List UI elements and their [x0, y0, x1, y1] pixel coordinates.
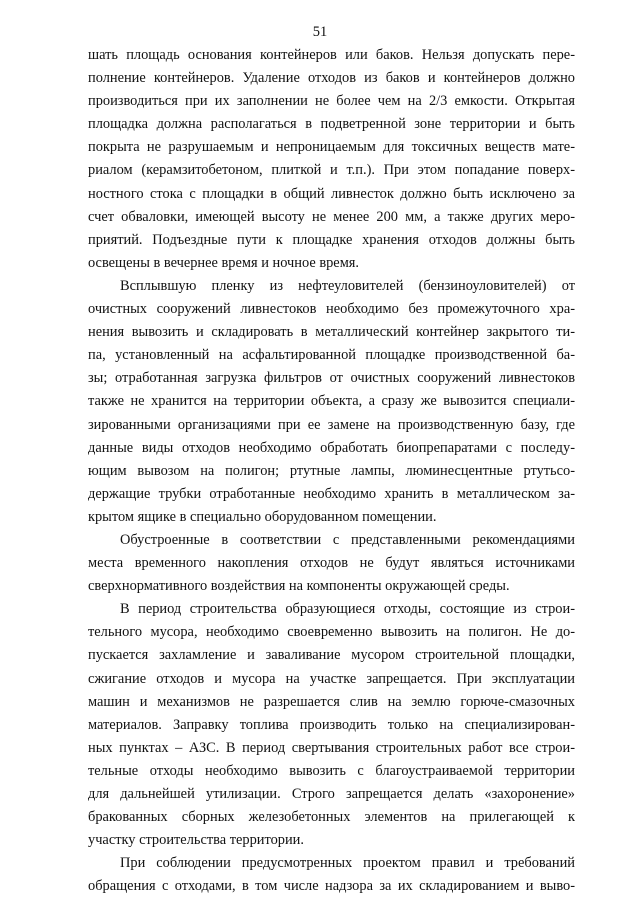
text-line: материалов. Заправку топлива производить только на специализирован-: [88, 716, 575, 733]
text-line: тельные отходы необходимо вывозить с благоустраиваемой территории: [88, 762, 575, 779]
text-line: держащие трубки отработанные необходимо хранить в металлическом за-: [88, 485, 575, 502]
text-line: производиться при их заполнении не более чем на 2/3 емкости. Открытая: [88, 93, 575, 110]
text-line: В период строительства образующиеся отходы, состоящие из строи-: [120, 601, 575, 618]
text-line: риалом (керамзитобетоном, плиткой и т.п.). При этом попадание поверх-: [88, 162, 575, 179]
text-line: места временного накопления отходов не будут являться источниками: [88, 555, 575, 572]
text-line: бракованных сборных железобетонных элементов на прилегающей к: [88, 809, 575, 826]
text-line: покрыта не разрушаемым и непроницаемым для токсичных веществ мате-: [88, 139, 575, 156]
document-body: [88, 44, 575, 898]
text-line: шать площадь основания контейнеров или баков. Нельзя допускать пере-: [88, 47, 575, 63]
text-line: ных пунктах – АЗС. В период свертывания строительных работ все строи-: [88, 739, 575, 756]
text-line: участку строительства территории.: [88, 832, 304, 849]
text-line: тельного мусора, необходимо своевременно вывозить на полигон. Не до-: [88, 624, 575, 641]
text-line: Всплывшую пленку из нефтеуловителей (бензиноуловителей) от: [120, 277, 575, 294]
text-line: очистных сооружений ливнестоков необходимо без промежуточного хра-: [88, 301, 575, 318]
text-line: сжигание отходов и мусора на участке запрещается. При эксплуатации: [88, 670, 575, 687]
text-line: также не хранится на территории объекта, а сразу же вывозится специали-: [88, 393, 575, 410]
text-line: данные виды отходов необходимо обработать биопрепаратами с последу-: [88, 439, 575, 456]
text-line: зы; отработанная загрузка фильтров от очистных сооружений ливнестоков: [88, 370, 575, 387]
text-line: для дальнейшей утилизации. Строго запрещается делать «захоронение»: [88, 786, 575, 802]
text-line: приятий. Подъездные пути к площадке хранения отходов должны быть: [88, 231, 575, 248]
text-line: машин и механизмов не разрешается слив на землю горюче-смазочных: [88, 693, 575, 710]
text-line: освещены в вечернее время и ночное время.: [88, 254, 360, 271]
text-line: па, установленный на асфальтированной площадке производственной ба-: [88, 347, 575, 364]
text-line: При соблюдении предусмотренных проектом правил и требований: [120, 855, 575, 872]
text-line: обращения с отходами, в том числе надзора за их складированием и выво-: [88, 878, 575, 895]
text-line: сверхнормативного воздействия на компоненты окружающей среды.: [88, 578, 510, 595]
text-line: полнение контейнеров. Удаление отходов из баков и контейнеров должно: [88, 70, 575, 87]
text-line: пускается захламление и заваливание мусором строительной площадки,: [88, 647, 575, 664]
text-line: ющим вывозом на полигон; ртутные лампы, люминесцентные ртутьсо-: [88, 462, 575, 479]
text-line: площадка должна располагаться в подветренной зоне территории и быть: [88, 116, 575, 133]
text-line: зированными организациями при ее замене на производственную базу, где: [88, 416, 575, 433]
text-line: Обустроенные в соответствии с представленными рекомендациями: [120, 531, 575, 548]
text-line: счет обваловки, имеющей высоту не менее 200 мм, а также других меро-: [88, 208, 575, 225]
text-line: крытом ящике в специально оборудованном помещении.: [88, 508, 437, 525]
text-line: ностного стока с площадки в общий ливнесток должно быть исключено за: [88, 185, 575, 202]
page-number: 51: [312, 24, 328, 40]
text-line: нения вывозить и складировать в металлический контейнер закрытого ти-: [88, 324, 575, 341]
